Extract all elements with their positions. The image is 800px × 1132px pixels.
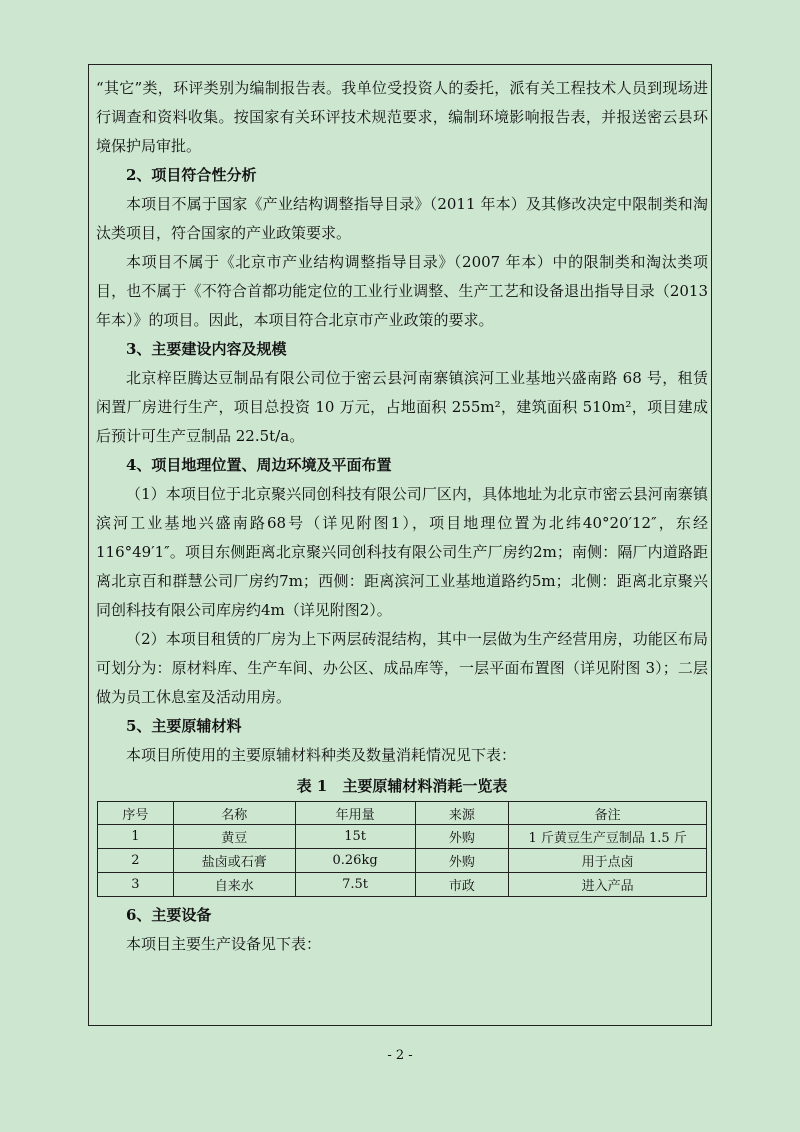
table-cell: 0.26kg	[295, 849, 415, 873]
table-cell: 市政	[415, 873, 509, 897]
table-row	[98, 849, 707, 873]
table-row	[98, 873, 707, 897]
table-cell: 自来水	[173, 873, 295, 897]
table-header-cell: 名称	[173, 802, 295, 825]
table-header-cell: 序号	[98, 802, 174, 825]
section-heading-construction: 3、主要建设内容及规模	[126, 340, 287, 358]
paragraph-layout: （2）本项目租赁的厂房为上下两层砖混结构，其中一层做为生产经营用房，功能区布局可划分为：原材料库、生产车间、办公区、成品库等，一层平面布置图（详见附图 3）；二层做为员工休息室及活动用房。	[96, 630, 708, 706]
table-cell: 盐卤或石膏	[173, 849, 295, 873]
table-caption: 表 1 主要原辅材料消耗一览表	[296, 777, 508, 795]
table-cell: 外购	[415, 849, 509, 873]
document-body	[96, 74, 708, 959]
paragraph-construction: 北京梓臣腾达豆制品有限公司位于密云县河南寨镇滨河工业基地兴盛南路 68 号，租赁闲置厂房进行生产，项目总投资 10 万元，占地面积 255m²，建筑面积 510m²，项目建成后预计可生产豆制品 22.5t/a。	[96, 369, 708, 445]
section-heading-location: 4、项目地理位置、周边环境及平面布置	[126, 456, 392, 474]
section-heading-materials: 5、主要原辅材料	[126, 717, 242, 735]
table-cell: 3	[98, 873, 174, 897]
table-header-cell: 备注	[509, 802, 707, 825]
paragraph-beijing-policy: 本项目不属于《北京市产业结构调整指导目录》（2007 年本）中的限制类和淘汰类项目，也不属于《不符合首都功能定位的工业行业调整、生产工艺和设备退出指导目录（2013 年本）》的项目。因此，本项目符合北京市产业政策的要求。	[96, 253, 708, 329]
materials-table	[97, 801, 707, 897]
section-heading-compliance: 2、项目符合性分析	[126, 166, 257, 184]
table-cell: 2	[98, 849, 174, 873]
paragraph-intro: “其它”类，环评类别为编制报告表。我单位受投资人的委托，派有关工程技术人员到现场进行调查和资料收集。按国家有关环评技术规范要求，编制环境影响报告表，并报送密云县环境保护局审批。	[96, 79, 708, 155]
table-cell: 1	[98, 825, 174, 849]
table-header-cell: 年用量	[295, 802, 415, 825]
table-cell: 进入产品	[509, 873, 707, 897]
table-cell: 用于点卤	[509, 849, 707, 873]
page-number: - 2 -	[387, 1048, 413, 1063]
paragraph-location: （1）本项目位于北京聚兴同创科技有限公司厂区内，具体地址为北京市密云县河南寨镇滨河工业基地兴盛南路68号（详见附图1），项目地理位置为北纬40°20′12″，东经116°49′1″。项目东侧距离北京聚兴同创科技有限公司生产厂房约2m；南侧：隔厂内道路距离北京百和群慧公司厂房约7m；西侧：距离滨河工业基地道路约5m；北侧：距离北京聚兴同创科技有限公司库房约4m（详见附图2）。	[96, 485, 708, 619]
table-cell: 1 斤黄豆生产豆制品 1.5 斤	[509, 825, 707, 849]
table-cell: 黄豆	[173, 825, 295, 849]
table-row	[98, 825, 707, 849]
paragraph-national-policy: 本项目不属于国家《产业结构调整指导目录》（2011 年本）及其修改决定中限制类和淘汰类项目，符合国家的产业政策要求。	[96, 195, 708, 242]
table-header-cell: 来源	[415, 802, 509, 825]
paragraph-materials-intro: 本项目所使用的主要原辅材料种类及数量消耗情况见下表：	[126, 746, 517, 764]
section-heading-equipment: 6、主要设备	[126, 906, 212, 924]
table-header-row	[98, 802, 707, 825]
table-cell: 7.5t	[295, 873, 415, 897]
paragraph-equipment-intro: 本项目主要生产设备见下表：	[126, 935, 322, 953]
table-cell: 外购	[415, 825, 509, 849]
table-cell: 15t	[295, 825, 415, 849]
